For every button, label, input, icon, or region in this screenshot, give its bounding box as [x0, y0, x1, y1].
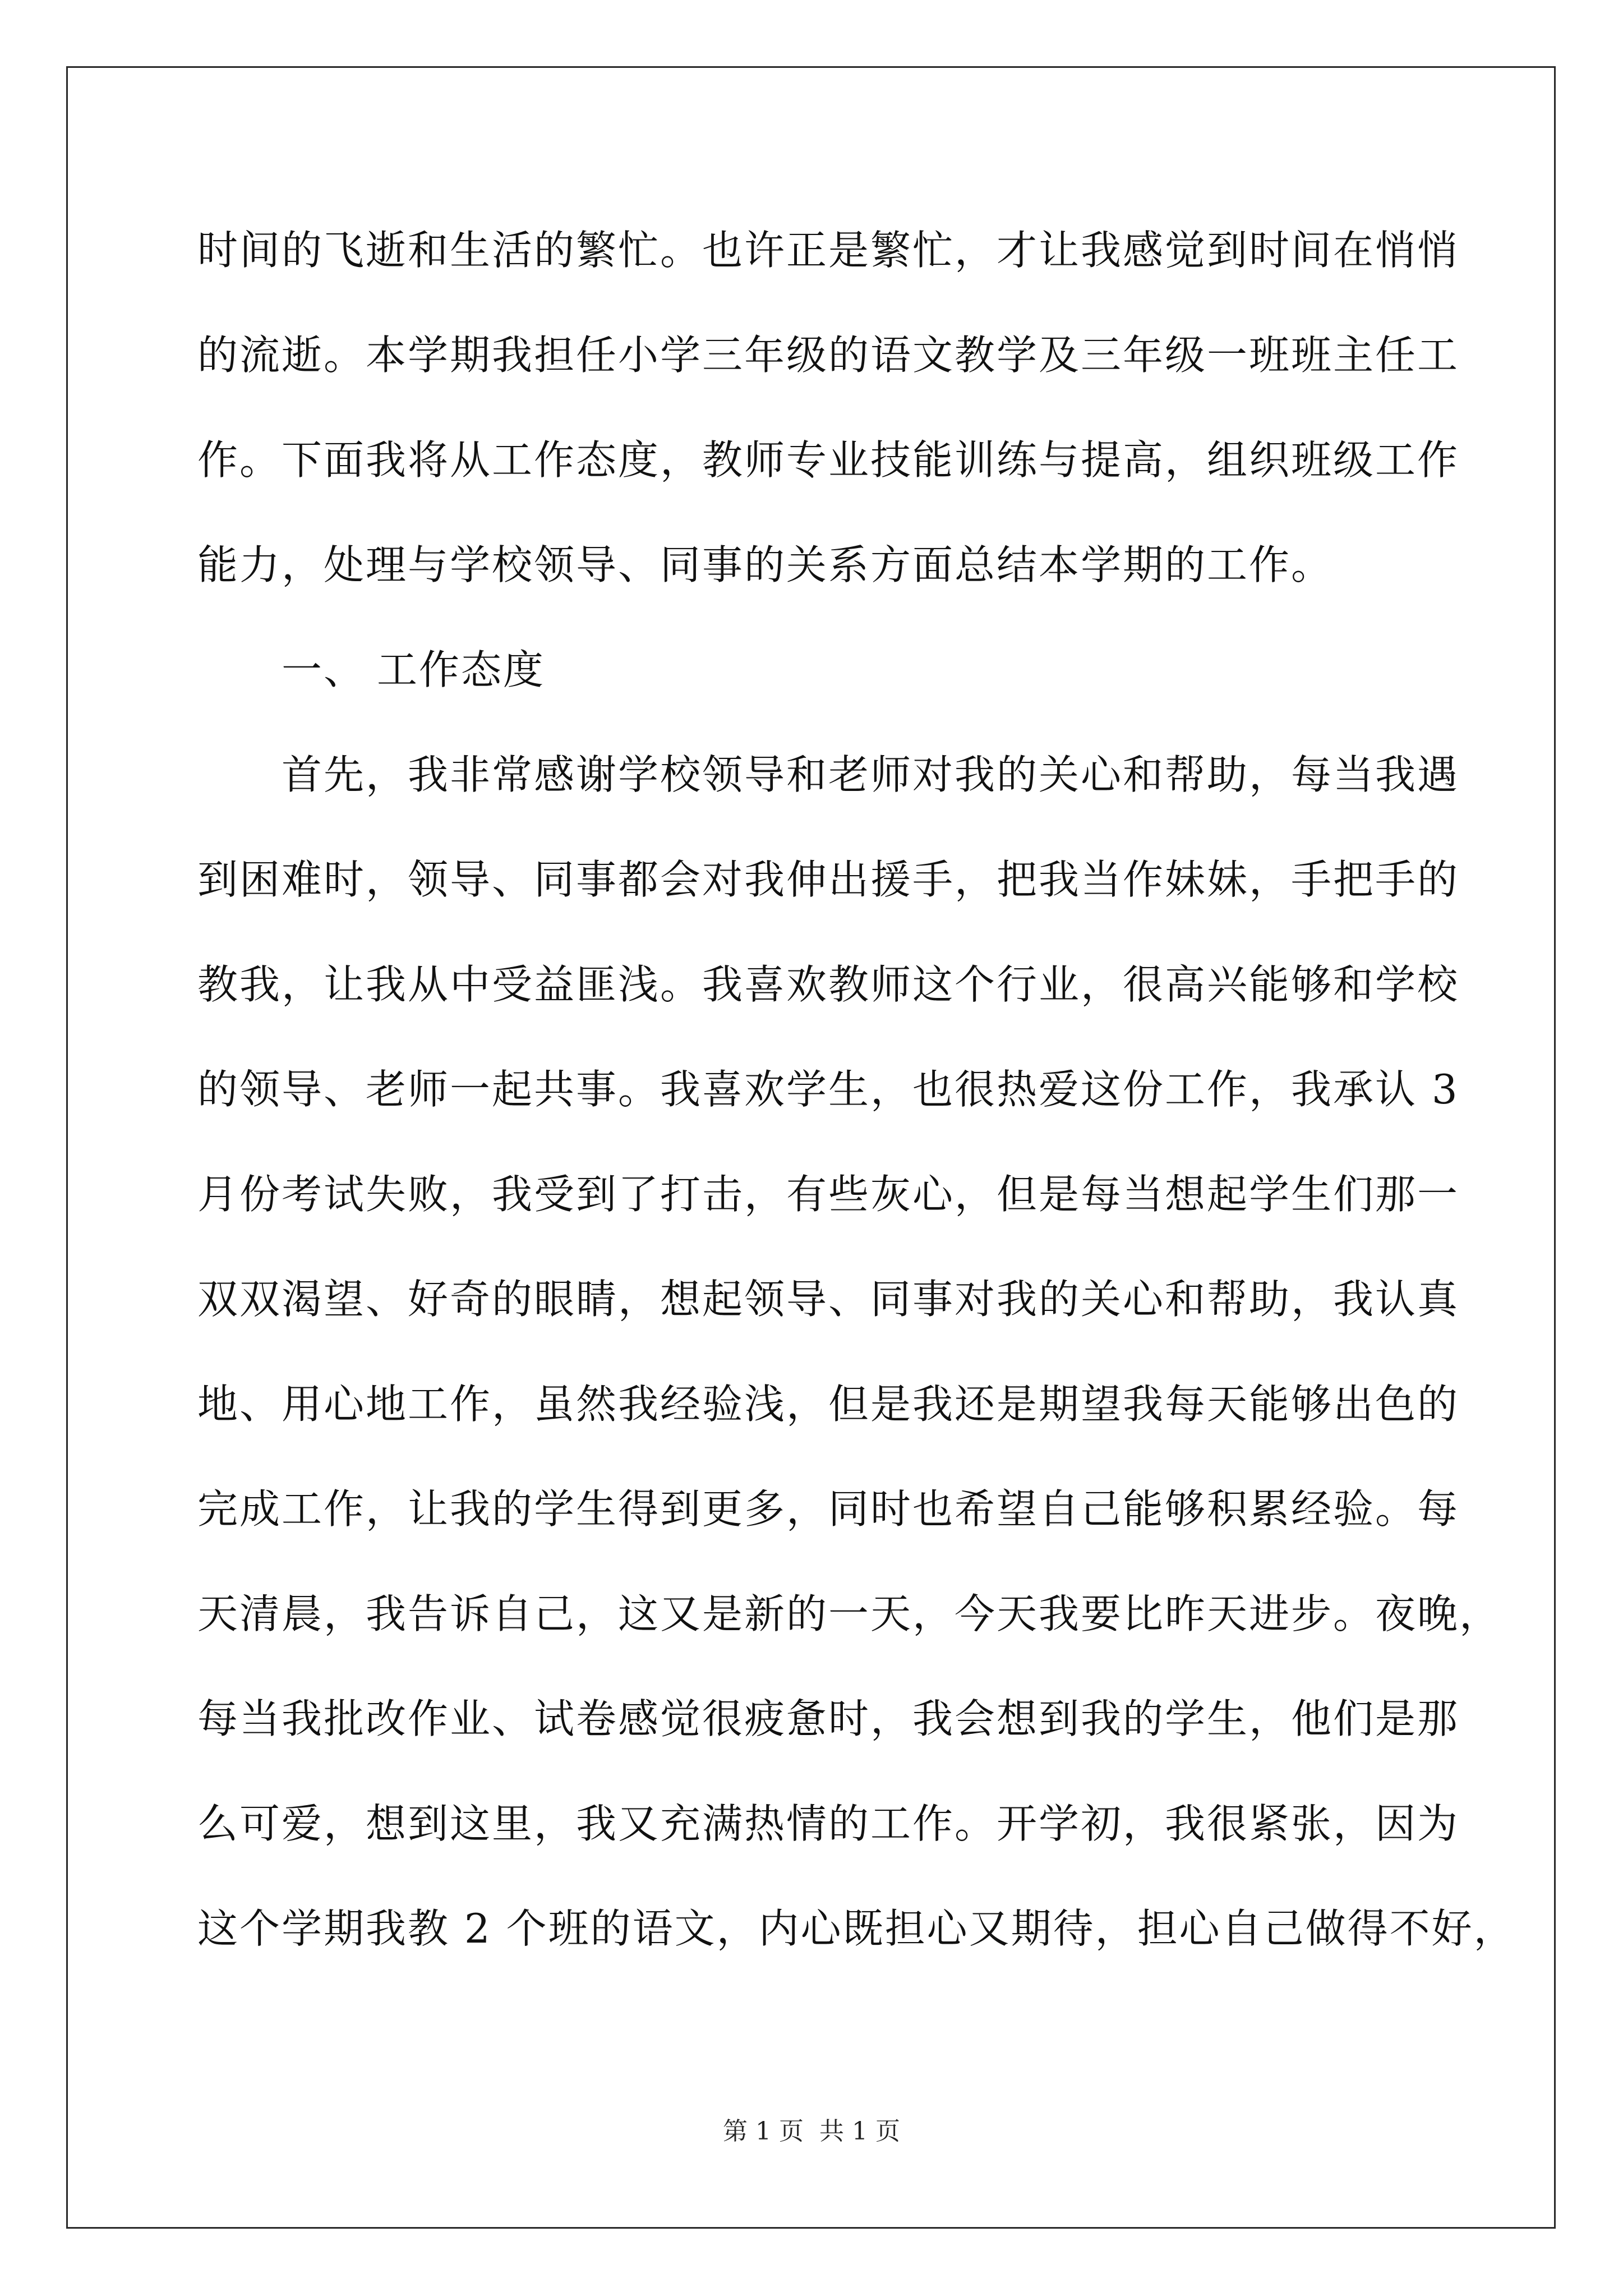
paragraph-line: 这个学期我教 2 个班的语文，内心既担心又期待，担心自己做得不好， [197, 1905, 1516, 1952]
paragraph-line: 天清晨，我告诉自己，这又是新的一天，今天我要比昨天进步。夜晚， [197, 1590, 1502, 1637]
paragraph-line: 的领导、老师一起共事。我喜欢学生，也很热爱这份工作，我承认 3 [197, 1066, 1459, 1113]
paragraph-line: 双双渴望、好奇的眼睛，想起领导、同事对我的关心和帮助，我认真 [197, 1276, 1460, 1323]
section-title: 工作态度 [377, 646, 546, 693]
paragraph-line: 每当我批改作业、试卷感觉很疲惫时，我会想到我的学生，他们是那 [197, 1695, 1460, 1742]
document-body [197, 223, 1516, 2007]
paragraph-line: 教我，让我从中受益匪浅。我喜欢教师这个行业，很高兴能够和学校 [197, 961, 1460, 1008]
paragraph-line: 到困难时，领导、同事都会对我伸出援手，把我当作妹妹，手把手的 [197, 856, 1460, 903]
paragraph-line: 地、用心地工作，虽然我经验浅，但是我还是期望我每天能够出色的 [197, 1381, 1460, 1428]
paragraph-line: 的流逝。本学期我担任小学三年级的语文教学及三年级一班班主任工 [197, 332, 1460, 379]
paragraph-line: 完成工作，让我的学生得到更多，同时也希望自己能够积累经验。每 [197, 1485, 1460, 1533]
paragraph-line: 作。下面我将从工作态度，教师专业技能训练与提高，组织班级工作 [197, 436, 1460, 484]
paragraph-line: 首先，我非常感谢学校领导和老师对我的关心和帮助，每当我遇 [282, 751, 1460, 798]
page-total: 共 1 页 [819, 2117, 900, 2146]
paragraph-line: 么可爱，想到这里，我又充满热情的工作。开学初，我很紧张，因为 [197, 1800, 1460, 1847]
page-number: 第 1 页 [723, 2117, 804, 2146]
paragraph-line: 时间的飞逝和生活的繁忙。也许正是繁忙，才让我感觉到时间在悄悄 [197, 227, 1460, 274]
section-number: 一、 [282, 646, 366, 693]
paragraph-line: 能力，处理与学校领导、同事的关系方面总结本学期的工作。 [197, 541, 1334, 588]
page-footer [0, 2116, 1623, 2147]
section-heading [197, 643, 1426, 748]
paragraph-line: 月份考试失败，我受到了打击，有些灰心，但是每当想起学生们那一 [197, 1171, 1460, 1218]
